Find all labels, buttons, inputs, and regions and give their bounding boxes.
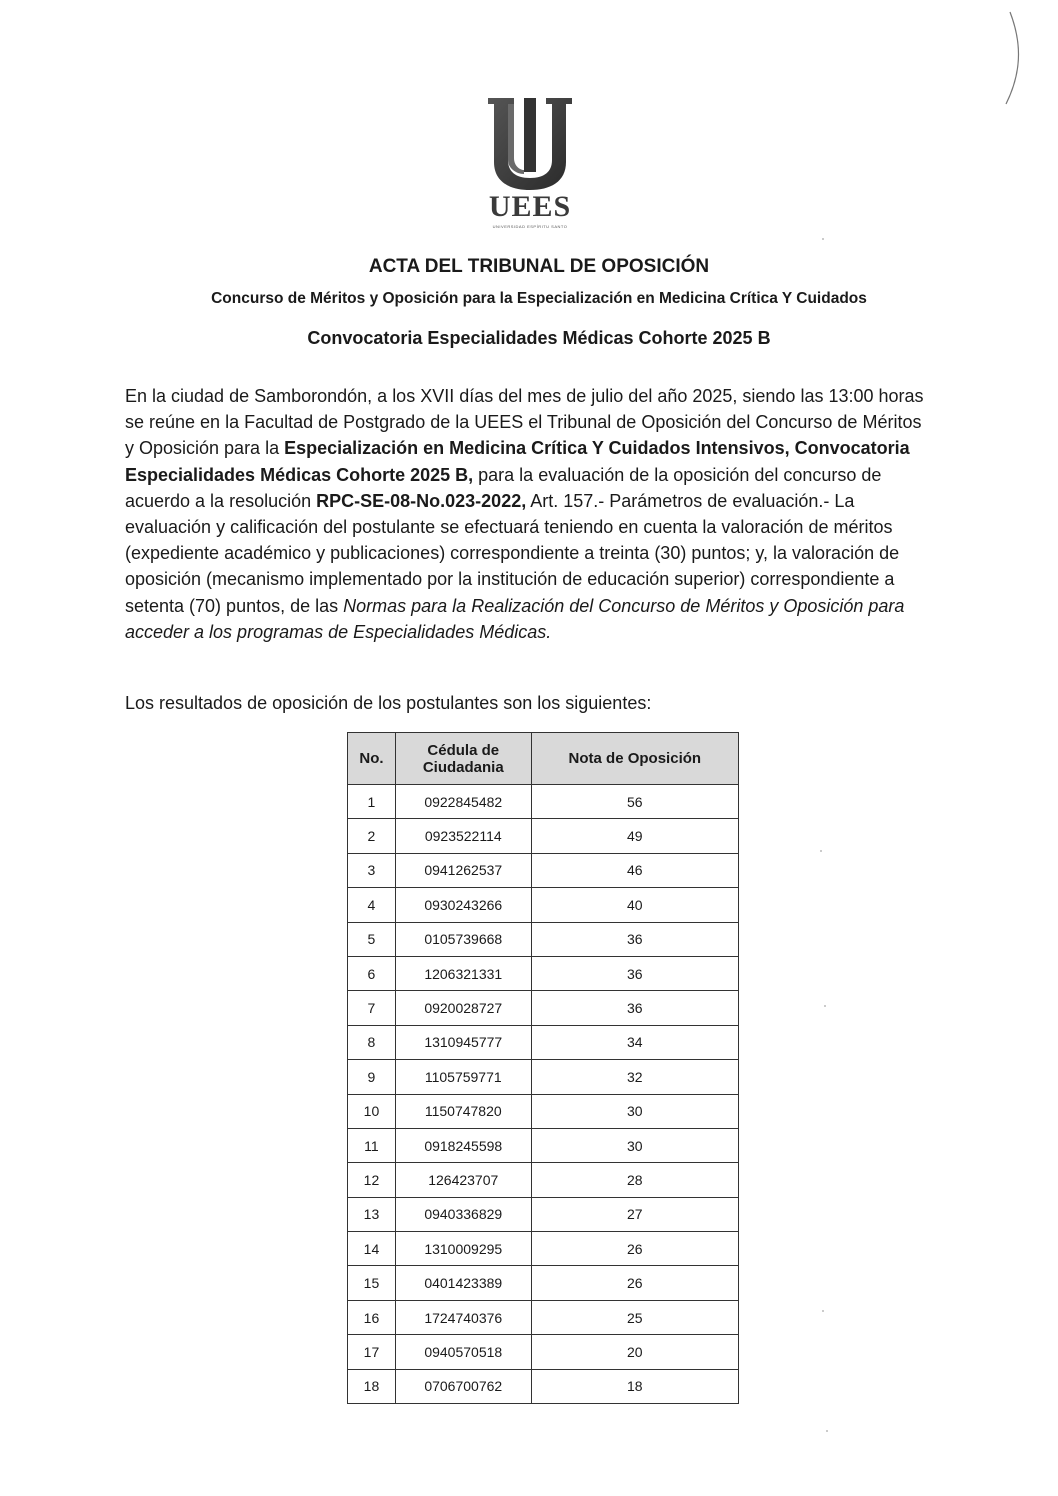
row-number: 15 (348, 1266, 396, 1300)
scan-edge-mark (998, 8, 1028, 108)
cedula-cell: 0105739668 (395, 922, 531, 956)
table-row (348, 956, 739, 990)
scan-speck (822, 238, 824, 240)
cedula-cell: 0930243266 (395, 888, 531, 922)
body-paragraph (125, 383, 925, 645)
row-number: 16 (348, 1300, 396, 1334)
logo-wordmark: UEES (488, 190, 572, 223)
nota-cell: 28 (531, 1163, 738, 1197)
cedula-cell: 1105759771 (395, 1060, 531, 1094)
table-row (348, 1369, 739, 1403)
nota-cell: 30 (531, 1094, 738, 1128)
row-number: 13 (348, 1197, 396, 1231)
cedula-cell: 126423707 (395, 1163, 531, 1197)
table-row (348, 819, 739, 853)
table-row (348, 1266, 739, 1300)
header-no: No. (348, 733, 396, 785)
body-text-2: para la evaluación de la oposición del concurso de acuerdo a la resolución (125, 464, 882, 511)
uees-emblem-icon (470, 92, 590, 192)
table-row (348, 1025, 739, 1059)
nota-cell: 30 (531, 1128, 738, 1162)
cedula-cell: 1150747820 (395, 1094, 531, 1128)
cedula-cell: 1206321331 (395, 956, 531, 990)
convocatoria-heading: Convocatoria Especialidades Médicas Cohorte 2025 B (307, 328, 771, 348)
cedula-cell: 1310009295 (395, 1232, 531, 1266)
row-number: 8 (348, 1025, 396, 1059)
table-row (348, 991, 739, 1025)
table-row (348, 785, 739, 819)
scan-speck (820, 850, 822, 852)
nota-cell: 49 (531, 819, 738, 853)
row-number: 9 (348, 1060, 396, 1094)
cedula-cell: 0920028727 (395, 991, 531, 1025)
nota-cell: 26 (531, 1266, 738, 1300)
nota-cell: 27 (531, 1197, 738, 1231)
row-number: 14 (348, 1232, 396, 1266)
nota-cell: 36 (531, 991, 738, 1025)
cedula-cell: 0940336829 (395, 1197, 531, 1231)
table-row (348, 1300, 739, 1334)
header-nota: Nota de Oposición (531, 733, 738, 785)
table-row (348, 1094, 739, 1128)
nota-cell: 18 (531, 1369, 738, 1403)
row-number: 4 (348, 888, 396, 922)
row-number: 12 (348, 1163, 396, 1197)
cedula-cell: 0918245598 (395, 1128, 531, 1162)
nota-cell: 40 (531, 888, 738, 922)
logo-subline: UNIVERSIDAD ESPÍRITU SANTO (492, 224, 568, 229)
body-italic-normas: Normas para la Realización del Concurso de Méritos y Oposición para acceder a los programas de Especialidades Médicas. (125, 595, 905, 642)
cedula-cell: 1310945777 (395, 1025, 531, 1059)
nota-cell: 34 (531, 1025, 738, 1059)
nota-cell: 26 (531, 1232, 738, 1266)
nota-cell: 25 (531, 1300, 738, 1334)
nota-cell: 36 (531, 922, 738, 956)
body-text-1: En la ciudad de Samborondón, a los XVII días del mes de julio del año 2025, siendo las 13:00 horas se reúne en la Facultad de Postgrado de la UEES el Tribunal de Oposición del Concurso de Méritos y Oposición para la (125, 386, 924, 459)
nota-cell: 56 (531, 785, 738, 819)
header-cedula: Cédula de Ciudadania (395, 733, 531, 785)
cedula-cell: 0401423389 (395, 1266, 531, 1300)
cedula-cell: 0922845482 (395, 785, 531, 819)
cedula-cell: 0940570518 (395, 1335, 531, 1369)
table-row (348, 1163, 739, 1197)
cedula-cell: 1724740376 (395, 1300, 531, 1334)
table-header-row (348, 733, 739, 785)
results-intro: Los resultados de oposición de los postulantes son los siguientes: (125, 693, 652, 713)
nota-cell: 36 (531, 956, 738, 990)
table-row (348, 1335, 739, 1369)
row-number: 1 (348, 785, 396, 819)
results-table (347, 732, 739, 1404)
table-row (348, 922, 739, 956)
table-row (348, 1232, 739, 1266)
nota-cell: 20 (531, 1335, 738, 1369)
row-number: 18 (348, 1369, 396, 1403)
cedula-cell: 0706700762 (395, 1369, 531, 1403)
row-number: 3 (348, 853, 396, 887)
row-number: 10 (348, 1094, 396, 1128)
uees-logo (470, 92, 590, 232)
nota-cell: 46 (531, 853, 738, 887)
row-number: 17 (348, 1335, 396, 1369)
scan-speck (824, 1005, 826, 1007)
table-row (348, 1197, 739, 1231)
row-number: 5 (348, 922, 396, 956)
row-number: 2 (348, 819, 396, 853)
nota-cell: 32 (531, 1060, 738, 1094)
table-body (348, 785, 739, 1404)
table-row (348, 1060, 739, 1094)
scan-speck (826, 1430, 828, 1432)
cedula-cell: 0923522114 (395, 819, 531, 853)
body-bold-program: Especialización en Medicina Crítica Y Cuidados Intensivos, Convocatoria Especialidades Médicas Cohorte 2025 B, (125, 438, 910, 485)
cedula-cell: 0941262537 (395, 853, 531, 887)
table-row (348, 853, 739, 887)
row-number: 7 (348, 991, 396, 1025)
body-bold-resolution: RPC-SE-08-No.023-2022, (316, 490, 527, 511)
scan-speck (822, 1310, 824, 1312)
table-row (348, 1128, 739, 1162)
document-title: ACTA DEL TRIBUNAL DE OPOSICIÓN (368, 256, 710, 277)
table-row (348, 888, 739, 922)
document-subtitle: Concurso de Méritos y Oposición para la Especialización en Medicina Crítica Y Cuidados (211, 290, 867, 307)
body-text-3: Art. 157.- Parámetros de evaluación.- La evaluación y calificación del postulante se efectuará teniendo en cuenta la valoración de méritos (expediente académico y publicaciones) correspondiente a treinta (30) puntos; y, la valoración de oposición (mecanismo implementado por la institución de educación superior) correspondiente a setenta (70) puntos, de las (125, 490, 900, 616)
row-number: 11 (348, 1128, 396, 1162)
row-number: 6 (348, 956, 396, 990)
